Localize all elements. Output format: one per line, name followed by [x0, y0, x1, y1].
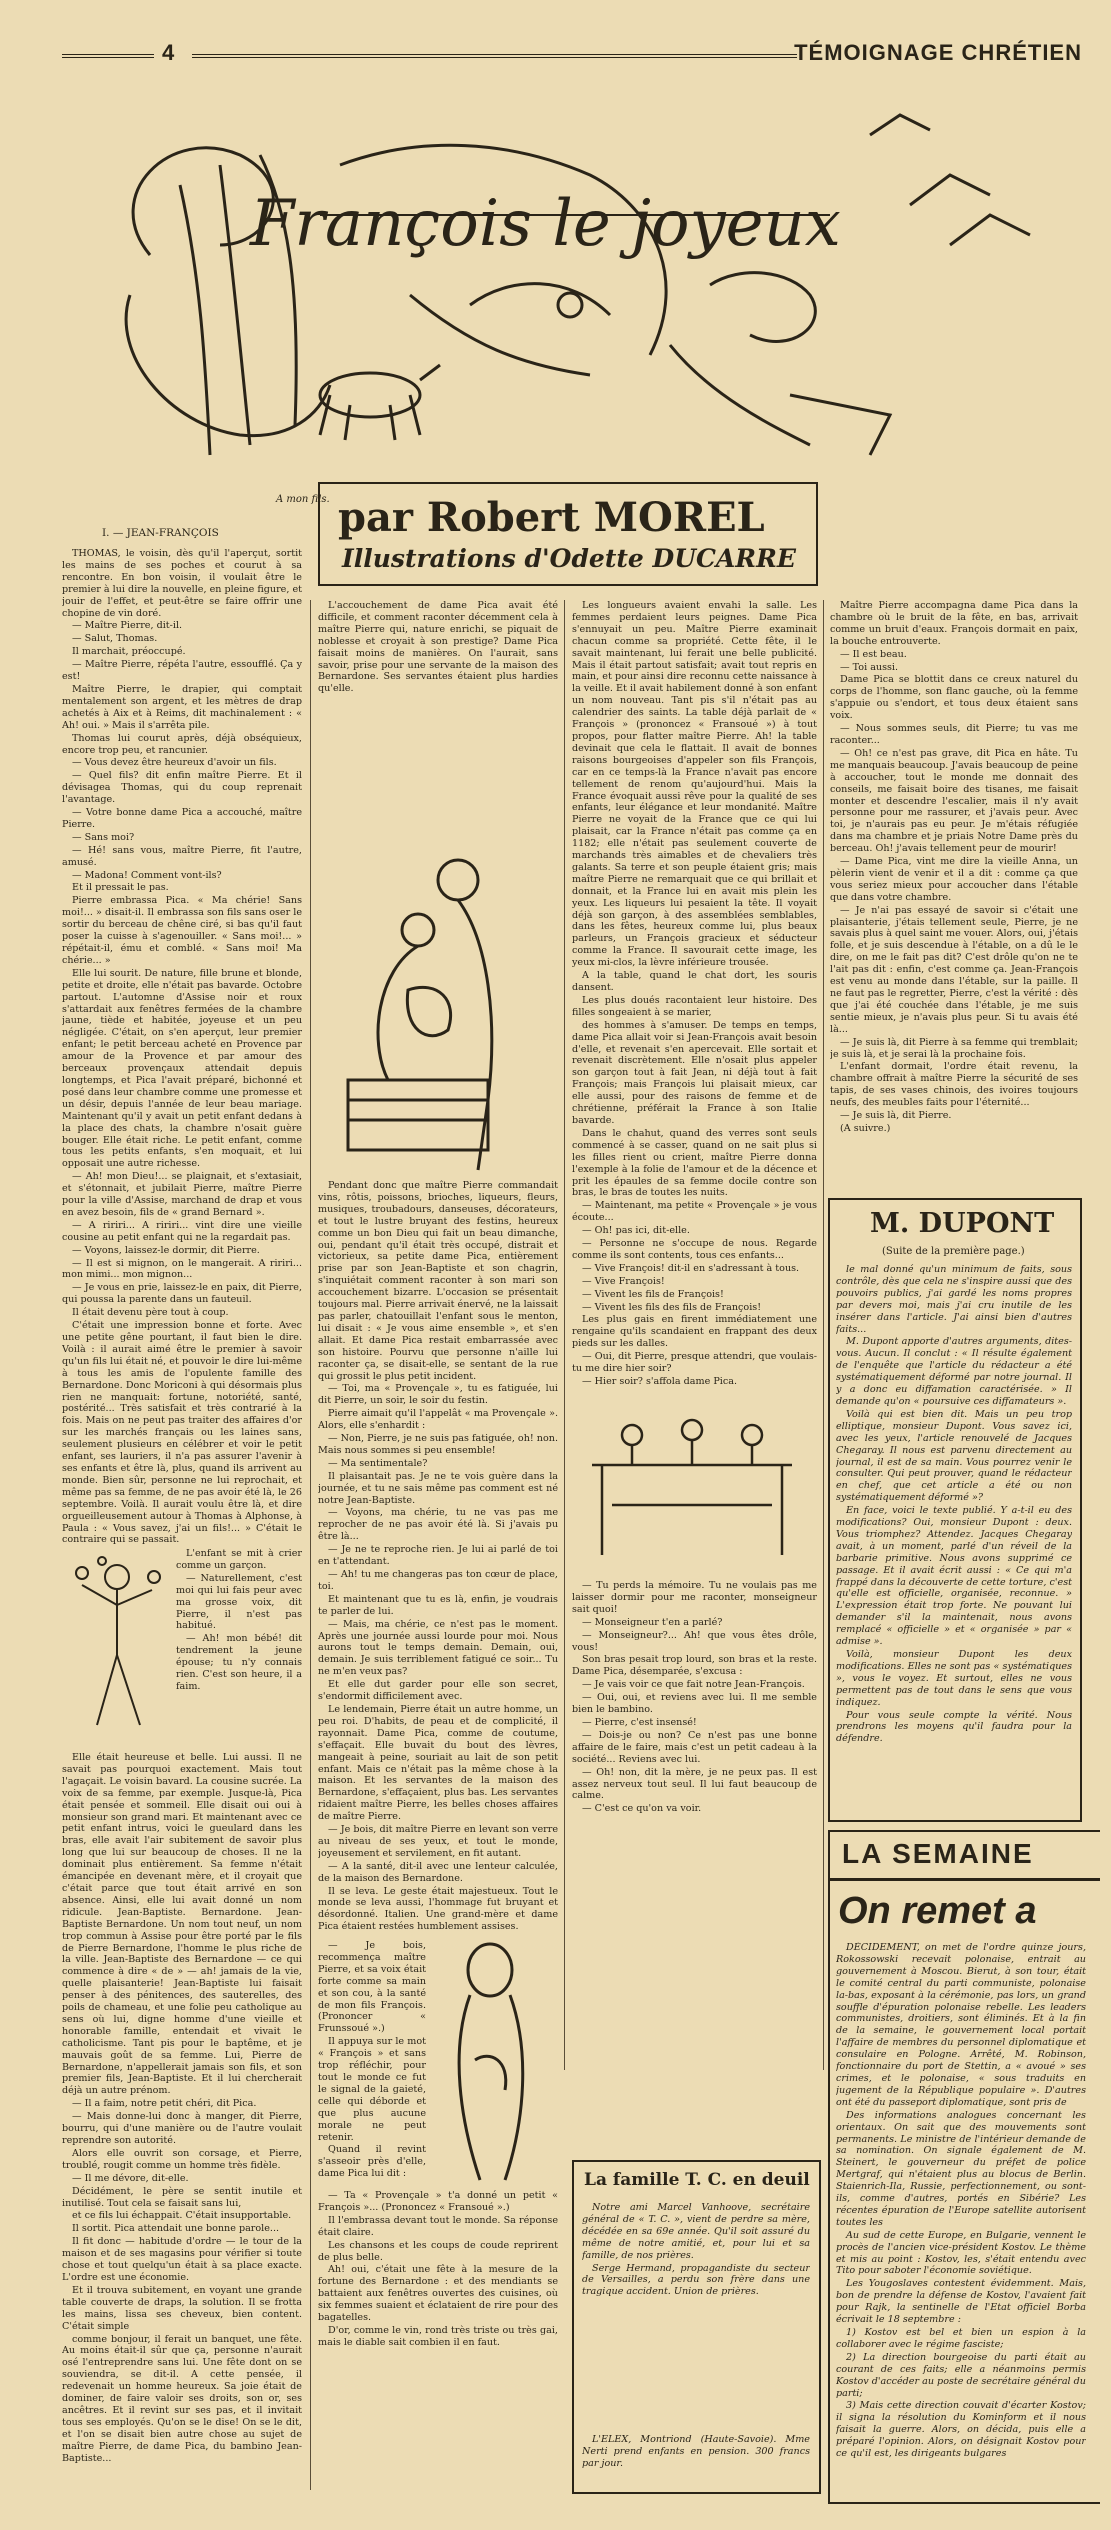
paragraph: — Ah! mon bébé! dit tendrement la jeune épouse; tu n'y connais rien. C'est son heure, il a faim.	[176, 1633, 302, 1692]
paragraph: Dans le chahut, quand des verres sont seuls commencé à se casser, quand on ne sait plus si les filles rient ou crient, maître Pierre donna l'exemple à la folie de l'amour et de la décence et prit les épaules de sa femme docile contre son bras, le bras de toutes les nuits.	[572, 1127, 817, 1199]
paragraph: Serge Hermand, propagandiste du secteur de Versailles, a perdu son frère dans une tragique accident. Union de prières.	[582, 2262, 810, 2298]
chapter-heading: I. — JEAN-FRANÇOIS	[102, 527, 219, 539]
paragraph: — Je suis là, dit Pierre.	[840, 1110, 952, 1122]
column-2-middle	[318, 1180, 558, 1940]
paragraph: L'enfant se mit à crier comme un garçon.	[176, 1548, 302, 1571]
paragraph: — Voyons, laissez-le dormir, dit Pierre.	[72, 1244, 260, 1256]
paragraph: — Oh! ce n'est pas grave, dit Pica en hâte. Tu me manquais beaucoup. J'avais beaucoup de peine à accoucher, tout le monde me donnait des conseils, me faisait boire des tisanes, me faisait monter et descendre l'escalier, mais il n'y avait personne pour me rassurer, et j'avais peur. Avec toi, je n'aurais pas eu peur. Je m'étais réfugiée dans ma chambre et je priais Notre Dame près du berceau. Oh! j'avais tellement peur de mourir!	[830, 747, 1078, 855]
column-2-lower	[318, 2190, 558, 2490]
paragraph: — C'est ce qu'on va voir.	[582, 1803, 702, 1815]
paragraph: Il se leva. Le geste était majestueux. Tout le monde se leva aussi, l'hommage fut bruyant et désordonné. Italien. Une grand-mère et dame Pica étaient restées humblement assises.	[318, 1885, 558, 1933]
paragraph: Et elle dut garder pour elle son secret, s'endormit difficilement avec.	[318, 1679, 558, 1703]
paragraph: Son bras pesait trop lourd, son bras et la reste. Dame Pica, désemparée, s'excusa :	[572, 1654, 817, 1678]
paragraph: — Voyons, ma chérie, tu ne vas pas me reprocher de ne pas avoir été là. Si j'avais pu être là...	[318, 1507, 558, 1543]
paragraph: 3) Mais cette direction couvait d'écarter Kostov; il signa la résolution du Kominform et il nous faisait la guerre. Alors, on décida, puis elle a préparé l'opinion. Alors, on désignait Kostov pour ce qu'il est, les dirigeants bulgares	[836, 2400, 1086, 2460]
paragraph: Quand il revint s'asseoir près d'elle, dame Pica lui dit :	[318, 2144, 426, 2180]
semaine-rule	[830, 1878, 1100, 1881]
dupont-subtitle: (Suite de la première page.)	[882, 1246, 1025, 1257]
byline-author: par Robert MOREL	[338, 494, 765, 541]
paragraph: Décidément, le père se sentit inutile et inutilisé. Tout cela se faisait sans lui,	[62, 2185, 302, 2209]
paragraph: Elle lui sourit. De nature, fille brune et blonde, petite et droite, elle n'était pas bavarde. Octobre partout. L'automne d'Assise noir et roux s'attardait aux fenêtres fermées de la chambre jaune, tiède et habitée, joyeuse et un peu négligée. C'était, on s'en aperçut, leur premier enfant; le petit berceau acheté en Provence par amour de la Provence et par amour des berceaux provençaux attendait depuis longtemps, et Pica l'avait préparé, bichonné et posé dans leur chambre comme une promesse et un désir, depuis l'année de leur beau mariage. Maintenant qu'il y avait un petit enfant dedans à la place des chats, la chambre n'osait guère bouger. Elle était riche. Le petit enfant, comme tous les petits enfants, s'en moquait, et lui opposait une autre richesse.	[62, 967, 302, 1170]
paragraph: — Maître Pierre, dit-il.	[72, 620, 183, 632]
paragraph: 2) La direction bourgeoise du parti était au courant de ces faits; elle a néanmoins permis Kostov d'accéder au poste de secrétaire général du parti;	[836, 2351, 1086, 2399]
column-2-wrap	[318, 1940, 426, 2190]
paragraph: Il marchait, préoccupé.	[72, 646, 186, 658]
paragraph: D'or, comme le vin, rond très triste ou très gai, mais le diable sait combien il en faut.	[318, 2324, 558, 2348]
paragraph: — Non, Pierre, je ne suis pas fatiguée, oh! non. Mais nous sommes si peu ensemble!	[318, 1433, 558, 1456]
paragraph: — Ta « Provençale » t'a donné un petit « François »... (Prononcez « Fransoué ».)	[318, 2190, 558, 2213]
paragraph: C'était une impression bonne et forte. Avec une petite gêne pourtant, il faut bien le dire. Voilà : il aurait aimé être le premier à savoir qu'un fils lui était né, et pouvoir le dire lui-même à tous les amis de l'opulente famille des Bernardone. Donc Moriconi à qui désormais plus rien ne manquait: fortune, notoriété, santé, postérité... Très satisfait et très contrarié à la fois. Mais on ne peut pas traiter des affaires d'or sur les marchés français ou les laines sans, seulement plusieurs en célébrer et voir le petit enfant, ses lauriers, il n'a pas assurer l'avenir à ses enfants et être là, plus, quand ils arrivent au monde. Bien sûr, personne ne lui reprochait, et même pas sa femme, de ne pas avoir été là, le 26 septembre. Voilà. Il aurait voulu être là, et dire orgueilleusement autour à Thomas à Alphonse, à Paula : « Vous savez, j'ai un fils!... » C'était le contraire qui se passait.	[62, 1320, 302, 1546]
column-2-upper	[318, 600, 558, 840]
publication-title: TÉMOIGNAGE CHRÉTIEN	[794, 40, 1082, 65]
paragraph: 1) Kostov est bel et bien un espion à la collaborer avec le régime fasciste;	[836, 2327, 1086, 2350]
paragraph: et ce fils lui échappait. C'était insupportable.	[72, 2210, 292, 2222]
famille-body	[582, 2202, 810, 2432]
paragraph: — Ah! tu me changeras pas ton cœur de place, toi.	[318, 1569, 558, 1592]
dupont-title: M. DUPONT	[870, 1208, 1055, 1239]
dupont-body	[836, 1264, 1072, 1814]
paragraph: Les plus gais en firent immédiatement une rengaine qu'ils scandaient en frappant des deux pieds sur les dalles.	[572, 1314, 817, 1350]
paragraph: — Votre bonne dame Pica a accouché, maître Pierre.	[62, 807, 302, 830]
paragraph: — Hier soir? s'affola dame Pica.	[582, 1376, 737, 1387]
header-rule-right	[192, 54, 797, 58]
paragraph: Voilà, monsieur Dupont les deux modifications. Elles ne sont pas « systématiques », vous le voyez. Et surtout, elles ne vous permettent pas de tout dans le sens que vous indiquez.	[836, 1649, 1072, 1708]
paragraph: Et maintenant que tu es là, enfin, je voudrais te parler de lui.	[318, 1593, 558, 1617]
paragraph: DÉCIDEMENT, on met de l'ordre quinze jours, Rokossowski recevait polonaise, entrait au gouvernement à Moscou. Bierut, à son tour, était le comité central du parti communiste, polonaise la-bas, exposant à la cérémonie, pas lors, un grand souffle d'épuration polonaise rebelle. Les leaders communistes, droitiers, sont éliminés. Et à la fin de la semaine, le gouvernement local portait l'affaire de membres du personnel diplomatique et consulaire en Pologne. Arrêté, M. Robinson, fonctionnaire du port de Stettin, a « avoué » ses crimes, et le polonaise, « sous traduits en jugement de la République populaire ». D'autres ont été du passeport diplomatique, sont pris de	[836, 1942, 1086, 2108]
paragraph: Il sortit. Pica attendait une bonne parole...	[72, 2223, 280, 2235]
paragraph: THOMAS, le voisin, dès qu'il l'aperçut, sortit les mains de ses poches et courut à sa rencontre. En bon voisin, il voulait être le premier à lui dire la nouvelle, en pleine figure, et jouir de l'effet, et peut-être se faire offrir une chopine de vin doré.	[62, 548, 302, 619]
paragraph: Maître Pierre, le drapier, qui comptait mentalement son argent, et les mètres de drap achetés à Aix et à Reims, dit machinalement : « Ah! oui. » Mais il s'arrêta pile.	[62, 683, 302, 731]
woman-illustration	[430, 1940, 550, 2190]
paragraph: Il plaisantait pas. Je ne te vois guère dans la journée, et tu ne sais même pas comment est né notre Jean-Baptiste.	[318, 1470, 558, 1506]
paragraph: Il l'embrassa devant tout le monde. Sa réponse était claire.	[318, 2214, 558, 2238]
paragraph: — Quel fils? dit enfin maître Pierre. Et il dévisagea Thomas, qui du coup reprenait l'avantage.	[62, 770, 302, 806]
illustration-title: François le joyeux	[250, 187, 841, 261]
paragraph: Pendant donc que maître Pierre commandait vins, rôtis, poissons, brioches, liqueurs, fleurs, musiques, troubadours, danseuses, décorateurs, et tout le lustre bruyant des festins, heureux comme un bon Dieu qui fait un beau dimanche, oui, pendant qu'il était très occupé, distrait et victorieux, sa petite dame Pica, entièrement prise par son Jean-Baptiste et son chagrin, s'inquiétait comment raconter à son mari son accouchement bizarre. L'occasion se présentait toujours mal. Pierre arrivait énervé, ne la laissait pas parler, chatouillait l'enfant sous le menton, lui disait : « Je vous aime ensemble », et s'en allait. Et dame Pica restait embarrassée avec son histoire. Pourvu que personne n'aille lui raconter ça, se disait-elle, se sentant de la rue qui grossit le plus petit incident.	[318, 1180, 558, 1382]
paragraph: Et il trouva subitement, en voyant une grande table couverte de draps, la solution. Il se frotta les mains, lissa ses cheveux, bien content. C'était simple	[62, 2284, 302, 2332]
paragraph: — Je n'ai pas essayé de savoir si c'était une plaisanterie, j'étais tellement seule, Pierre, je ne savais plus à quel saint me vouer. Alors, oui, j'étais folle, et je suis descendue à l'étable, on a dû le le dire, on me le fait pas dit? C'est drôle qu'on ne te l'ait pas dit : enfin, c'est comme ça. Jean-François est venu au monde dans l'étable, sur la paille. Il ne faut pas le regretter, Pierre, c'est la vérité : dès que j'ai été couchée dans l'étable, je me suis sentie mieux, je n'avais plus peur. Si tu avais été là...	[830, 904, 1078, 1035]
paragraph: — Je bois, dit maître Pierre en levant son verre au niveau de ses yeux, et tout le monde, joyeusement et servilement, en fit autant.	[318, 1824, 558, 1859]
paragraph: Les Yougoslaves contestent évidemment. Mais, bon de prendre la défense de Kostov, l'avaient fait pour Rajk, la sentinelle de l'Etat officiel Borba écrivait le 18 septembre :	[836, 2278, 1086, 2326]
header-rule-left	[62, 54, 154, 58]
paragraph: — Sans moi?	[72, 831, 135, 843]
paragraph: comme bonjour, il ferait un banquet, une fête. Au moins était-il sûr que ça, personne n'aurait osé l'entreprendre sans lui. Une fête dont on se souviendra, se dit-il. A cette pensée, il redevenait un homme heureux. Sa joie était de dominer, de faire valoir ses droits, son or, ses ancêtres. Et il revint sur ses pas, et il invitait tous ses employés. Qu'on se le dise! On se le dit, et l'on se disait bien autre chose au sujet de maître Pierre, de dame Pica, du bambino Jean-Baptiste...	[62, 2333, 302, 2464]
paragraph: — Oh! pas ici, dit-elle.	[582, 1225, 690, 1237]
title-illustration	[90, 95, 1050, 495]
column-divider	[823, 600, 824, 2070]
family-illustration	[318, 840, 558, 1180]
column-divider	[310, 600, 311, 2490]
semaine-title: LA SEMAINE	[842, 1838, 1034, 1869]
column-4-story	[830, 600, 1078, 1190]
paragraph: — Hé! sans vous, maître Pierre, fit l'autre, amusé.	[62, 844, 302, 868]
paragraph: — Dois-je ou non? Ce n'est pas une bonne affaire de le faire, mais c'est un petit cadeau à la société... Reviens avec lui.	[572, 1729, 817, 1765]
column-1-upper	[62, 548, 302, 1548]
paragraph: — Madona! Comment vont-ils?	[72, 869, 222, 881]
page-header	[62, 36, 1082, 66]
paragraph: — Oui, oui, et reviens avec lui. Il me semble bien le bambino.	[572, 1692, 817, 1716]
paragraph: En face, voici le texte publié. Y a-t-il eu des modifications? Oui, monsieur Dupont : deux. Vous triomphez? Attendez. Jacques Chegaray avait, à un moment, parlé d'un réveil de la barbarie primitive. Nous avons supprimé ce passage. Et il avait écrit aussi : « Ce qui m'a frappé dans la découverte de cette torture, c'est qu'elle est officielle, organisée, reconnue. » L'expression était trop forte. Ne pouvant lui demander s'il la maintenait, nous avons remplacé « officielle » et « organisée » par « admise ».	[836, 1505, 1072, 1648]
semaine-body	[836, 1942, 1086, 2497]
column-3-upper	[572, 600, 817, 1400]
dedication: A mon fils.	[276, 494, 330, 505]
paragraph: Il fit donc — habitude d'ordre — le tour de la maison et de ses magasins pour vérifier si toute chose et tout quelqu'un était à sa place exacte. L'ordre est une économie.	[62, 2236, 302, 2283]
famille-title: La famille T. C. en deuil	[584, 2170, 810, 2190]
paragraph: — A ririri... A ririri... vint dire une vieille cousine au petit enfant qui ne la regardait pas.	[62, 1219, 302, 1243]
paragraph: — Ma sentimentale?	[328, 1457, 428, 1469]
paragraph: — Mais donne-lui donc à manger, dit Pierre, bourru, qui d'une manière ou de l'autre voulait reprendre son autorité.	[62, 2111, 302, 2146]
famille-box	[572, 2160, 821, 2494]
paragraph: — Vous devez être heureux d'avoir un fils.	[72, 757, 277, 769]
paragraph: — Il me dévore, dit-elle.	[72, 2172, 189, 2184]
column-3-lower	[572, 1580, 817, 2150]
classified-ad	[582, 2434, 810, 2488]
paragraph: — Il a faim, notre petit chéri, dit Pica.	[72, 2098, 257, 2110]
paragraph: Elle était heureuse et belle. Lui aussi. Il ne savait pas pourquoi exactement. Mais tout l'agaçait. Le voisin bavard. La cousine sucrée. La voix de sa femme, par exemple. Jusque-là, Pica était pensée et sommeil. Elle disait oui oui à monsieur son grand mari. Et maintenant avec ce petit enfant intrus, voici le gueulard dans les bras, elle avait l'air subitement de savoir plus long que lui sur beaucoup de choses. Il ne la dominait plus entièrement. Sa femme n'était émancipée en devenant mère, et il croyait que c'était parce que tout était arrivé en son absence. Ainsi, elle lui avait donné un nom ridicule. Jean-Baptiste. Bernardone. Jean-Baptiste Bernardone. Un nom tout neuf, un nom trop commun à Assise pour être porté par le fils de Pierre Bernardone, l'homme le plus riche de la ville. Jean-Baptiste des Bernardone — ce qui commence à dire « de » — ah! jamais de la vie, quelle plaisanterie! Jean-Baptiste lui faisait penser à des pénitences, des sauterelles, des poils de chameau, et une folie peu catholique au sens où lui, digne homme d'une vieille et honorable famille, entendait et vivait le catholicisme. Tant pis pour le baptême, et je mauvais goût de sa femme. Lui, Pierre de Bernardone, n'appellerait jamais son fils, et son premier fils, Jean-Baptiste. Et il lui chercherait déjà un autre prénom.	[62, 1752, 302, 2097]
paragraph: — Vivent les fils de François!	[582, 1288, 724, 1300]
semaine-box	[828, 1830, 1100, 2504]
paragraph: Pierre aimait qu'il l'appelât « ma Provençale ». Alors, elle s'enhardit :	[318, 1408, 558, 1432]
paragraph: — Vivent les fils des fils de François!	[582, 1301, 762, 1313]
paragraph: le mal donné qu'un minimum de faits, sous contrôle, dès que cela ne s'inspire aussi que des pouvoirs publics, j'ai gardé les noms propres par devers moi, mais j'ai cru inutile de les insérer dans l'article. J'ai ainsi bien d'autres faits...	[836, 1264, 1072, 1335]
paragraph: L'accouchement de dame Pica avait été difficile, et comment raconter décemment cela à maître Pierre qui, nature enrichi, se piquait de noblesse et croyait à son prestige? Dame Pica faisait moins de manières. On l'aurait, sans savoir, prise pour une servante de la maison des Bernardone. Ses servantes étaient plus hardies qu'elle.	[318, 600, 558, 695]
paragraph: Pierre embrassa Pica. « Ma chérie! Sans moi!... » disait-il. Il embrassa son fils sans oser le sortir du berceau de chêne ciré, si bas qu'il faut poser la cuisse à s'agenouiller. « Sans moi!... » répétait-il, ému et comblé. « Sans moi! Ma chérie... »	[62, 895, 302, 966]
column-1-wrap	[176, 1548, 302, 1748]
paragraph: Des informations analogues concernant les orientaux. On sait que des mouvements sont permanents. Le ministre de l'intérieur demande de sa nomination. On signale également de M. Steinert, le gouverneur du préfet de police Mertgraf, qui n'étaient plus au blocus de Berlin. Staienrich-Ila, Russie, perfectionnement, ou sont-ils, comme d'autres, portés en Sibérie? Les récentes épuration de l'Europe satellite autorisent toutes les	[836, 2109, 1086, 2228]
paragraph: — Je vais voir ce que fait notre Jean-François.	[582, 1679, 805, 1691]
paragraph: — Il est si mignon, on le mangerait. A ririri... mon mimi... mon mignon...	[62, 1257, 302, 1281]
paragraph: — Personne ne s'occupe de nous. Regarde comme ils sont contents, tous ces enfants...	[572, 1238, 817, 1261]
paragraph: — Toi aussi.	[840, 661, 899, 673]
paragraph: — Oh! non, dit la mère, je ne peux pas. Il est assez nerveux tout seul. Il lui faut beaucoup de calme.	[572, 1766, 817, 1802]
paragraph: Il était devenu père tout à coup.	[72, 1307, 229, 1319]
paragraph: — Vive François!	[582, 1275, 665, 1287]
semaine-headline: On remet a	[838, 1890, 1037, 1932]
paragraph: — Oui, dit Pierre, presque attendri, que voulais-tu me dire hier soir?	[572, 1351, 817, 1375]
paragraph: — Je suis là, dit Pierre à sa femme qui tremblait; je suis là, et je serai là la prochaine fois.	[830, 1036, 1078, 1060]
paragraph: des hommes à s'amuser. De temps en temps, dame Pica allait voir si Jean-François avait besoin d'elle, et revenait s'en apercevait. Elle sortait et revenait discrètement. Elle n'osait plus appeler son garçon tout à fait Jean, ni déjà tout à fait François; mais François lui plaisait mieux, car elle aussi, pour des raisons de femme et de chrétienne, préférait la France à son Italie bavarde.	[572, 1019, 817, 1126]
column-divider	[564, 600, 565, 2070]
paragraph: Dame Pica se blottit dans ce creux naturel du corps de l'homme, son flanc gauche, où la femme s'appuie ou s'endort, et tous deux étaient sans voix.	[830, 674, 1078, 722]
paragraph: Au sud de cette Europe, en Bulgarie, vennent le procès de l'ancien vice-président Kostov. Le thème et mis au point : Kostov, les, s'était entendu avec Tito pour saboter l'économie soviétique.	[836, 2229, 1086, 2277]
paragraph: M. Dupont apporte d'autres arguments, dites-vous. Aucun. Il conclut : « Il résulte également de l'enquête que l'article du rédacteur a été systématiquement déformé par notre journal. Il y a donc eu diffamation caractérisée. » Il demande qu'on « poursuive ces diffamateurs ».	[836, 1336, 1072, 1407]
byline-box	[318, 482, 818, 586]
byline-illustrator: Illustrations d'Odette DUCARRE	[342, 544, 796, 573]
paragraph: — Pierre, c'est insensé!	[582, 1716, 697, 1728]
column-1-lower	[62, 1752, 302, 2487]
paragraph: (A suivre.)	[840, 1122, 891, 1134]
paragraph: Les longueurs avaient envahi la salle. Les femmes perdaient leurs peignes. Dame Pica s'ennuyait un peu. Maître Pierre examinait chacun comme sa propriété. Cette fête, il le savait maintenant, lui ferait une belle publicité. Mais il était partout satisfait; avait tout repris en main, et pour ainsi dire reconnu cette naissance à la veille. Et il avait habilement donné à son enfant un nom nouveau. Tant pis s'il n'était pas au calendrier des saints. La table déjà parlait de « François » (prononcez « Fransoué ») à tout propos, pour flatter maître Pierre. Ah! la table devinait que cela le flattait. Il avait de bonnes raisons bourgeoises d'appeler son fils François, car en ce temps-là la France n'avait pas encore tellement de renom qu'aujourd'hui. Mais la France évoquait aussi rêve pour la qualité de ses enfants, leur élégance et leur mondanité. Maître Pierre ne voyait de la France que ce qui lui plaisait, car la France n'était pas comme ça en 1182; elle n'était pas seulement couverte de marchands très aimables et de chevaliers très galants. Sa terre et son peuple étaient gris; mais maître Pierre ne remarquait que ce qui brillait et donnait, et la France lui en avait mis plein les yeux. Les liqueurs lui pesaient la tête. Il voyait déjà son garçon, à des assemblées semblables, dans les fêtes, heureux comme lui, plus beaux parleurs, un François gracieux et séducteur comme la France. Il savourait cette image, les yeux mi-clos, la lèvre inférieure trousée.	[572, 600, 817, 969]
paragraph: — Naturellement, c'est moi qui lui fais peur avec ma grosse voix, dit Pierre, il n'est pas habitué.	[176, 1572, 302, 1632]
paragraph: — Toi, ma « Provençale », tu es fatiguée, lui dit Pierre, un soir, le soir du festin.	[318, 1383, 558, 1407]
paragraph: Les plus doués racontaient leur histoire. Des filles songeaient à se marier,	[572, 994, 817, 1018]
paragraph: — Il est beau.	[840, 648, 907, 660]
paragraph: — Monseigneur?... Ah! que vous êtes drôle, vous!	[572, 1629, 817, 1653]
paragraph: Le lendemain, Pierre était un autre homme, un peu roi. D'habits, de peau et de complicité, il rayonnait. Dame Pica, comme de coutume, s'effaçait. Elle buvait du bout des lèvres, mangeait à peine, souriait au lait de son petit enfant. Mais ce n'était pas la même chose à la maison. Et les servantes de la maison des Bernardone, s'effaçaient, plus bas. Les servantes ridaient maître Pierre, les belles choses affaires de maître Pierre.	[318, 1703, 558, 1823]
classified-text: L'ELEX, Montriond (Haute-Savoie). Mme Nerti prend enfants en pension. 300 francs par jour.	[582, 2434, 810, 2469]
paragraph: Il appuya sur le mot « François » et sans trop réfléchir, pour tout le monde ce fut le signal de la gaieté, celle qui déborde et que plus aucune morale ne peut retenir.	[318, 2036, 426, 2143]
paragraph: Et il pressait le pas.	[72, 882, 169, 894]
paragraph: L'enfant dormait, l'ordre était revenu, la chambre offrait à maître Pierre la sécurité de ses tapis, de ses vases chinois, des ivoires toujours neufs, des meubles faits pour l'éternité...	[830, 1061, 1078, 1109]
paragraph: Pour vous seule compte la vérité. Nous prendrons les moyens qu'il faudra pour la défendre.	[836, 1709, 1072, 1745]
paragraph: — Maître Pierre, répéta l'autre, essoufflé. Ça y est!	[62, 659, 302, 683]
feast-illustration	[572, 1405, 817, 1575]
paragraph: Les chansons et les coups de coude reprirent de plus belle.	[318, 2239, 558, 2263]
paragraph: Alors elle ouvrit son corsage, et Pierre, troublé, rougit comme un homme très fidèle.	[62, 2147, 302, 2171]
paragraph: Voilà qui est bien dit. Mais un peu trop elliptique, monsieur Dupont. Vous savez ici, avec les yeux, l'article renouvelé de Jacques Chegaray. Il nous est parvenu directement au journal, il est de sa main. Vous pourrez venir le consulter. Qui peut prouver, quand le rédacteur en chef, que cet article a été ou non systématiquement déformé »?	[836, 1408, 1072, 1504]
paragraph: Ah! oui, c'était une fête à la mesure de la fortune des Bernardone : et des mendiants se battaient aux fenêtres ouvertes des cuisines, où six femmes suaient et éclataient de rire pour des bagatelles.	[318, 2264, 558, 2324]
paragraph: — Mais, ma chérie, ce n'est pas le moment. Après une journée aussi lourde pour moi. Nous aurons tout le temps demain. Demain, oui, demain. Je suis terriblement fatigué ce soir... Tu ne m'en veux pas?	[318, 1618, 558, 1678]
paragraph: — Je vous en prie, laissez-le en paix, dit Pierre, qui poussa la parente dans un fauteuil.	[62, 1282, 302, 1306]
paragraph: — Je bois, recommença maître Pierre, et sa voix était forte comme sa main et son cou, à la santé de mon fils François. (Prononcer « Frunssoué ».)	[318, 1940, 426, 2035]
paragraph: Thomas lui courut après, déjà obséquieux, encore trop peu, et rancunier.	[62, 732, 302, 756]
paragraph: — Tu perds la mémoire. Tu ne voulais pas me laisser dormir pour me raconter, monseigneur sait quoi!	[572, 1580, 817, 1615]
page-number: 4	[162, 40, 175, 65]
dupont-box	[828, 1198, 1082, 1822]
paragraph: — Dame Pica, vint me dire la vieille Anna, un pèlerin vient de venir et il a dit : comme ça que vous seriez mieux pour accoucher dans l'étable que dans votre chambre.	[830, 856, 1078, 903]
paragraph: — A la santé, dit-il avec une lenteur calculée, de la maison des Bernardone.	[318, 1860, 558, 1884]
paragraph: — Ah! mon Dieu!... se plaignait, et s'extasiait, et s'étonnait, et jubilait Pierre, maître Pierre pour la ville d'Assise, marchand de drap et vous en avez besoin, fils de « grand Bernard ».	[62, 1171, 302, 1218]
paragraph: — Monseigneur t'en a parlé?	[582, 1616, 723, 1628]
juggler-illustration	[62, 1555, 172, 1735]
paragraph: A la table, quand le chat dort, les souris dansent.	[572, 970, 817, 993]
paragraph: — Salut, Thomas.	[72, 633, 158, 645]
paragraph: — Nous sommes seuls, dit Pierre; tu vas me raconter...	[830, 723, 1078, 746]
paragraph: Maître Pierre accompagna dame Pica dans la chambre où le bruit de la fête, en bas, arrivait comme un bruit d'eaux. François dormait en paix, la bouche entrouverte.	[830, 600, 1078, 647]
paragraph: — Vive François! dit-il en s'adressant à tous.	[582, 1262, 800, 1274]
paragraph: — Je ne te reproche rien. Je lui ai parlé de toi en t'attendant.	[318, 1544, 558, 1568]
paragraph: Notre ami Marcel Vanhoove, secrétaire général de « T. C. », vient de perdre sa mère, décédée en sa 69e année. Qu'il soit assuré du même de notre amitié, et, pour lui et sa famille, de nos prières.	[582, 2202, 810, 2261]
paragraph: — Maintenant, ma petite « Provençale » je vous écoute...	[572, 1200, 817, 1224]
